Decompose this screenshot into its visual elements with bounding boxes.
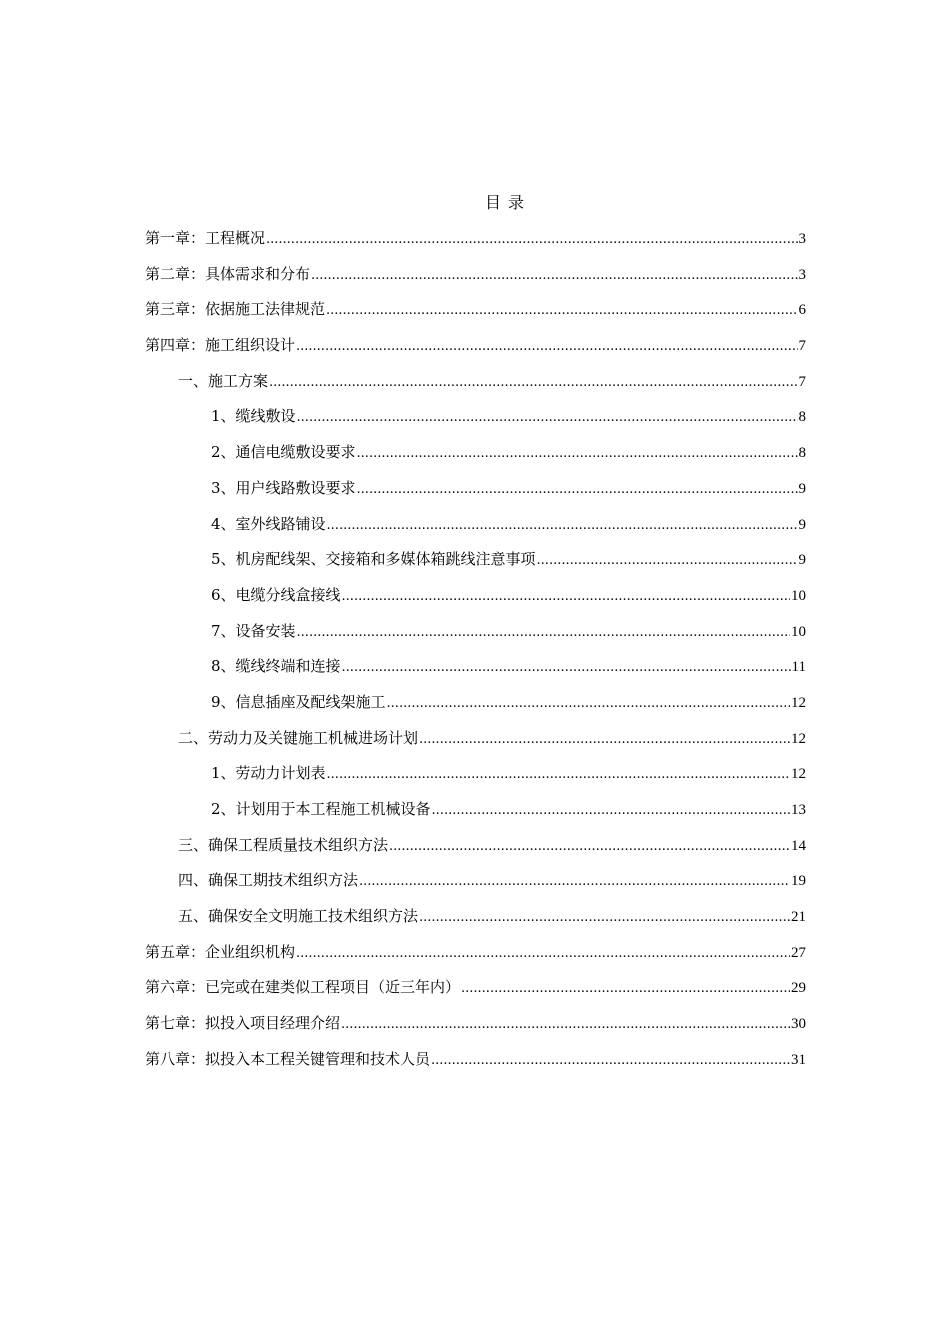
- toc-dot-leader: [461, 979, 790, 999]
- toc-page-number: 3: [798, 266, 806, 283]
- toc-entry-title: 第六章：已完或在建类似工程项目（近三年内）: [145, 978, 461, 997]
- toc-entry[interactable]: [145, 906, 806, 942]
- toc-dot-leader: [419, 730, 790, 750]
- toc-dot-leader: [357, 444, 798, 464]
- toc-entry[interactable]: [145, 335, 806, 371]
- toc-dot-leader: [341, 1015, 790, 1035]
- toc-page-number: 3: [798, 231, 806, 247]
- toc-entry-title: 1、劳动力计划表: [211, 764, 326, 783]
- toc-dot-leader: [537, 551, 798, 571]
- toc-entry[interactable]: [145, 371, 806, 407]
- toc-page-number: 30: [791, 1016, 806, 1033]
- toc-entry[interactable]: [145, 442, 806, 478]
- toc-entry-title: 第四章：施工组织设计: [145, 336, 296, 355]
- toc-dot-leader: [266, 230, 797, 250]
- toc-page-number: 10: [791, 623, 806, 640]
- toc-page-number: 29: [791, 980, 806, 997]
- toc-entry[interactable]: [145, 763, 806, 799]
- toc-page-number: 10: [791, 587, 806, 604]
- toc-entry-title: 三、确保工程质量技术组织方法: [178, 835, 389, 854]
- toc-entry-title: 第一章：工程概况: [145, 229, 266, 247]
- toc-page-number: 21: [791, 909, 806, 926]
- toc-entry[interactable]: [145, 942, 806, 978]
- toc-dot-leader: [269, 373, 797, 393]
- toc-page-number: 7: [798, 373, 806, 390]
- toc-entry[interactable]: [145, 621, 806, 657]
- toc-page-number: 19: [791, 873, 806, 890]
- toc-entry-title: 第二章：具体需求和分布: [145, 264, 311, 283]
- toc-entry-title: 6、电缆分线盒接线: [211, 585, 341, 604]
- toc-entry[interactable]: [145, 406, 806, 442]
- toc-dot-leader: [359, 872, 790, 892]
- toc-entry[interactable]: [145, 514, 806, 550]
- toc-entry[interactable]: [145, 656, 806, 692]
- table-of-contents: [145, 228, 806, 1085]
- toc-entry-title: 4、室外线路铺设: [211, 514, 326, 533]
- toc-entry-title: 第八章：拟投入本工程关键管理和技术人员: [145, 1049, 431, 1068]
- toc-page-number: 13: [791, 802, 806, 818]
- toc-page-number: 9: [798, 480, 806, 497]
- toc-dot-leader: [311, 266, 797, 286]
- toc-entry[interactable]: [145, 264, 806, 300]
- toc-entry-title: 二、劳动力及关键施工机械进场计划: [178, 728, 419, 747]
- toc-entry[interactable]: [145, 692, 806, 728]
- toc-entry[interactable]: [145, 549, 806, 585]
- toc-dot-leader: [432, 801, 790, 821]
- toc-dot-leader: [296, 944, 790, 964]
- toc-entry[interactable]: [145, 1013, 806, 1049]
- toc-entry-title: 9、信息插座及配线架施工: [211, 692, 386, 711]
- toc-page-number: 31: [791, 1051, 806, 1068]
- toc-dot-leader: [297, 408, 798, 428]
- toc-dot-leader: [389, 837, 790, 857]
- toc-dot-leader: [431, 1051, 790, 1071]
- toc-entry-title: 5、机房配线架、交接箱和多媒体箱跳线注意事项: [211, 550, 536, 569]
- toc-entry-title: 四、确保工期技术组织方法: [178, 871, 359, 890]
- toc-entry-title: 2、通信电缆敷设要求: [211, 443, 356, 462]
- toc-page-number: 9: [798, 552, 806, 569]
- toc-page-number: 9: [798, 516, 806, 533]
- toc-dot-leader: [419, 908, 790, 928]
- toc-entry[interactable]: [145, 870, 806, 906]
- toc-entry[interactable]: [145, 299, 806, 335]
- toc-page-number: 12: [791, 766, 806, 783]
- toc-dot-leader: [357, 480, 798, 500]
- toc-dot-leader: [326, 301, 797, 321]
- toc-page-number: 12: [791, 730, 806, 747]
- toc-entry[interactable]: [145, 977, 806, 1013]
- toc-dot-leader: [327, 516, 798, 536]
- page-title: 目 录: [484, 193, 526, 212]
- toc-page-number: 8: [798, 445, 806, 462]
- toc-entry-title: 7、设备安装: [211, 621, 296, 640]
- toc-entry-title: 1、缆线敷设: [211, 407, 296, 426]
- toc-entry-title: 第七章：拟投入项目经理介绍: [145, 1014, 341, 1033]
- toc-entry-title: 8、缆线终端和连接: [211, 657, 341, 676]
- toc-page-number: 12: [791, 694, 806, 711]
- toc-dot-leader: [296, 337, 797, 357]
- toc-page-number: 11: [791, 659, 806, 676]
- toc-entry-title: 第三章：依据施工法律规范: [145, 300, 326, 319]
- toc-entry[interactable]: [145, 1049, 806, 1085]
- toc-entry-title: 五、确保安全文明施工技术组织方法: [178, 907, 419, 926]
- toc-page-number: 7: [798, 338, 806, 355]
- toc-page-number: 8: [798, 409, 806, 426]
- toc-page-number: 6: [798, 302, 806, 319]
- toc-entry[interactable]: [145, 835, 806, 871]
- toc-dot-leader: [297, 623, 790, 643]
- toc-dot-leader: [387, 694, 790, 714]
- toc-entry-title: 第五章：企业组织机构: [145, 942, 296, 961]
- toc-dot-leader: [342, 587, 790, 607]
- toc-dot-leader: [342, 658, 791, 678]
- toc-entry[interactable]: [145, 478, 806, 514]
- toc-page-number: 14: [791, 837, 806, 854]
- toc-entry-title: 3、用户线路敷设要求: [211, 478, 356, 497]
- toc-entry[interactable]: [145, 799, 806, 835]
- toc-dot-leader: [327, 765, 790, 785]
- toc-entry[interactable]: [145, 585, 806, 621]
- toc-entry[interactable]: [145, 728, 806, 764]
- toc-page-number: 27: [791, 944, 806, 961]
- toc-entry-title: 2、计划用于本工程施工机械设备: [211, 800, 431, 818]
- toc-entry-title: 一、施工方案: [178, 371, 269, 390]
- toc-entry[interactable]: [145, 228, 806, 264]
